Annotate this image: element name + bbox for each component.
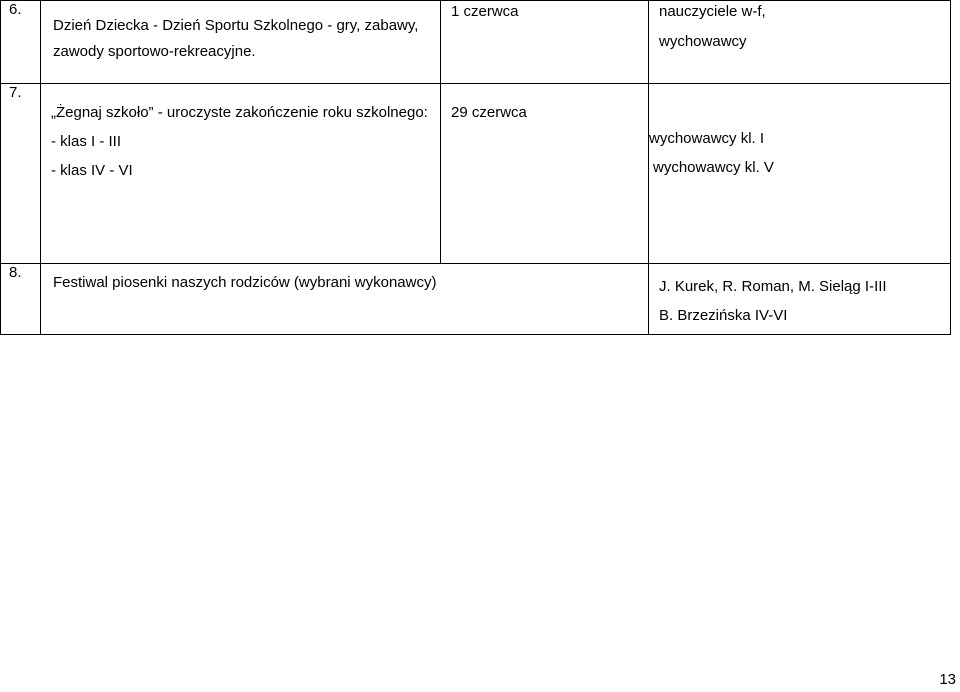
event-responsible	[649, 264, 951, 335]
responsible-line: B. Brzezińska IV-VI	[659, 307, 788, 324]
table-row	[1, 84, 951, 264]
event-date: 1 czerwca	[441, 1, 649, 84]
event-description	[41, 84, 441, 264]
description-line: - klas IV - VI	[51, 162, 133, 179]
description-line: zawody sportowo-rekreacyjne.	[53, 43, 256, 60]
row-number: 6.	[1, 1, 41, 84]
page-number: 13	[939, 671, 956, 688]
table-row	[1, 264, 951, 335]
row-number: 8.	[1, 264, 41, 335]
description-line: - klas I - III	[51, 133, 122, 150]
description-line: Festiwal piosenki naszych rodziców (wybrani wykonawcy)	[53, 274, 437, 291]
event-responsible	[649, 84, 951, 264]
description-line: Dzień Dziecka - Dzień Sportu Szkolnego - gry, zabawy,	[53, 17, 419, 34]
event-responsible	[649, 1, 951, 84]
responsible-line: wychowawcy	[659, 33, 747, 50]
row-number: 7.	[1, 84, 41, 264]
table-row	[1, 1, 951, 84]
description-line: „Żegnaj szkoło” - uroczyste zakończenie roku szkolnego:	[51, 104, 428, 121]
event-date: 29 czerwca	[441, 84, 649, 264]
event-description	[41, 264, 649, 335]
responsible-line: wychowawcy kl. V	[653, 159, 774, 176]
responsible-line: J. Kurek, R. Roman, M. Sieląg I-III	[659, 278, 887, 295]
event-description	[41, 1, 441, 84]
responsible-line: wychowawcy kl. I	[649, 130, 765, 147]
schedule-table	[0, 0, 951, 335]
responsible-line: nauczyciele w-f,	[659, 3, 766, 20]
